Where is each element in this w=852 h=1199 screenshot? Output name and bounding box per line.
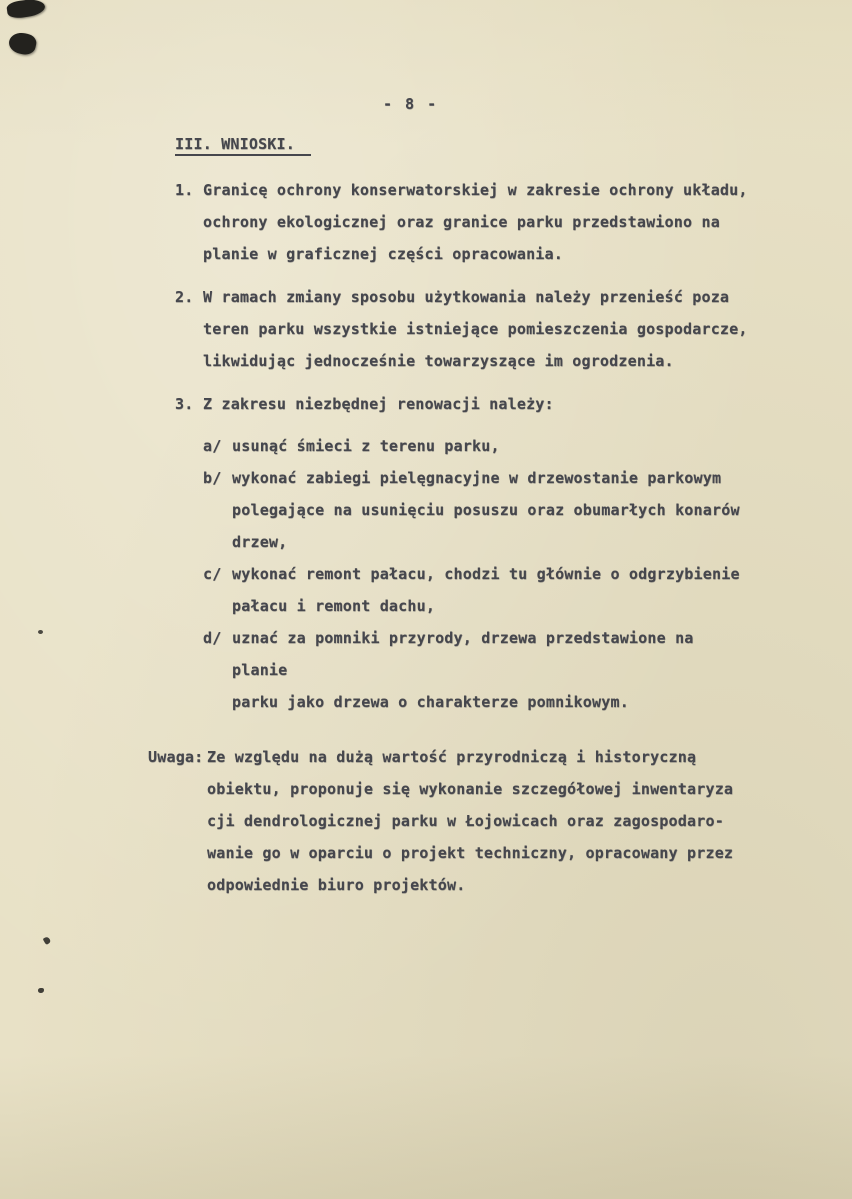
list-item-marker: 2.	[175, 288, 194, 306]
sub-list-item	[203, 462, 748, 558]
text-line: planie w graficznej części opracowania.	[203, 245, 563, 263]
list-item-text	[203, 174, 748, 270]
list-item-marker: 3.	[175, 395, 194, 413]
text-line: wykonać zabiegi pielęgnacyjne w drzewostanie parkowym	[232, 469, 722, 487]
section-heading-text: III. WNIOSKI.	[175, 135, 311, 156]
text-line: parku jako drzewa o charakterze pomnikowym.	[232, 693, 629, 711]
sub-item-text	[232, 558, 740, 622]
text-line: cji dendrologicznej parku w Łojowicach oraz zagospodaro-	[207, 812, 724, 830]
list-item-marker: 1.	[175, 181, 194, 199]
text-line: ochrony ekologicznej oraz granice parku przedstawiono na	[203, 213, 720, 231]
text-line: obiektu, proponuje się wykonanie szczegółowej inwentaryza	[207, 780, 734, 798]
list-item-text	[203, 281, 748, 377]
scan-ink-blot	[7, 30, 38, 56]
scan-speck	[38, 630, 43, 634]
sub-item-marker: b/	[203, 469, 222, 487]
note-text	[207, 741, 733, 901]
sub-item-marker: d/	[203, 629, 222, 647]
sub-list-item	[203, 430, 748, 462]
sub-item-marker: a/	[203, 437, 222, 455]
list-item	[175, 281, 748, 377]
list-item-text	[203, 388, 554, 420]
sub-list-item	[203, 558, 748, 622]
text-line: Ze względu na dużą wartość przyrodniczą i historyczną	[207, 748, 697, 766]
text-line: wanie go w oparciu o projekt techniczny, opracowany przez	[207, 844, 734, 862]
scan-ink-blot	[6, 0, 46, 20]
sub-item-marker: c/	[203, 565, 222, 583]
text-line: polegające na usunięciu posuszu oraz obumarłych konarów	[232, 501, 740, 519]
sub-item-text	[232, 622, 748, 718]
scan-speck	[38, 988, 44, 993]
sub-item-text	[232, 430, 500, 462]
text-line: Granicę ochrony konserwatorskiej w zakresie ochrony układu,	[203, 181, 748, 199]
sub-list-item	[203, 622, 748, 718]
section-heading	[175, 128, 748, 160]
note-paragraph	[148, 741, 748, 901]
text-line: Z zakresu niezbędnej renowacji należy:	[203, 395, 554, 413]
page-number: - 8 -	[383, 95, 439, 113]
note-label: Uwaga:	[148, 748, 204, 766]
scan-speck	[43, 936, 52, 945]
document-body	[148, 128, 748, 901]
text-line: teren parku wszystkie istniejące pomieszczenia gospodarcze,	[203, 320, 748, 338]
text-line: odpowiednie biuro projektów.	[207, 876, 466, 894]
text-line: usunąć śmieci z terenu parku,	[232, 437, 500, 455]
sub-item-text	[232, 462, 740, 558]
text-line: wykonać remont pałacu, chodzi tu głównie o odgrzybienie	[232, 565, 740, 583]
list-item	[175, 174, 748, 270]
text-line: likwidując jednocześnie towarzyszące im ogrodzenia.	[203, 352, 674, 370]
text-line: W ramach zmiany sposobu użytkowania należy przenieść poza	[203, 288, 730, 306]
conclusions-list	[175, 174, 748, 420]
text-line: pałacu i remont dachu,	[232, 597, 436, 615]
list-item	[175, 388, 748, 420]
text-line: drzew,	[232, 533, 288, 551]
renovation-sublist	[203, 430, 748, 718]
text-line: uznać za pomniki przyrody, drzewa przedstawione na planie	[232, 629, 694, 679]
